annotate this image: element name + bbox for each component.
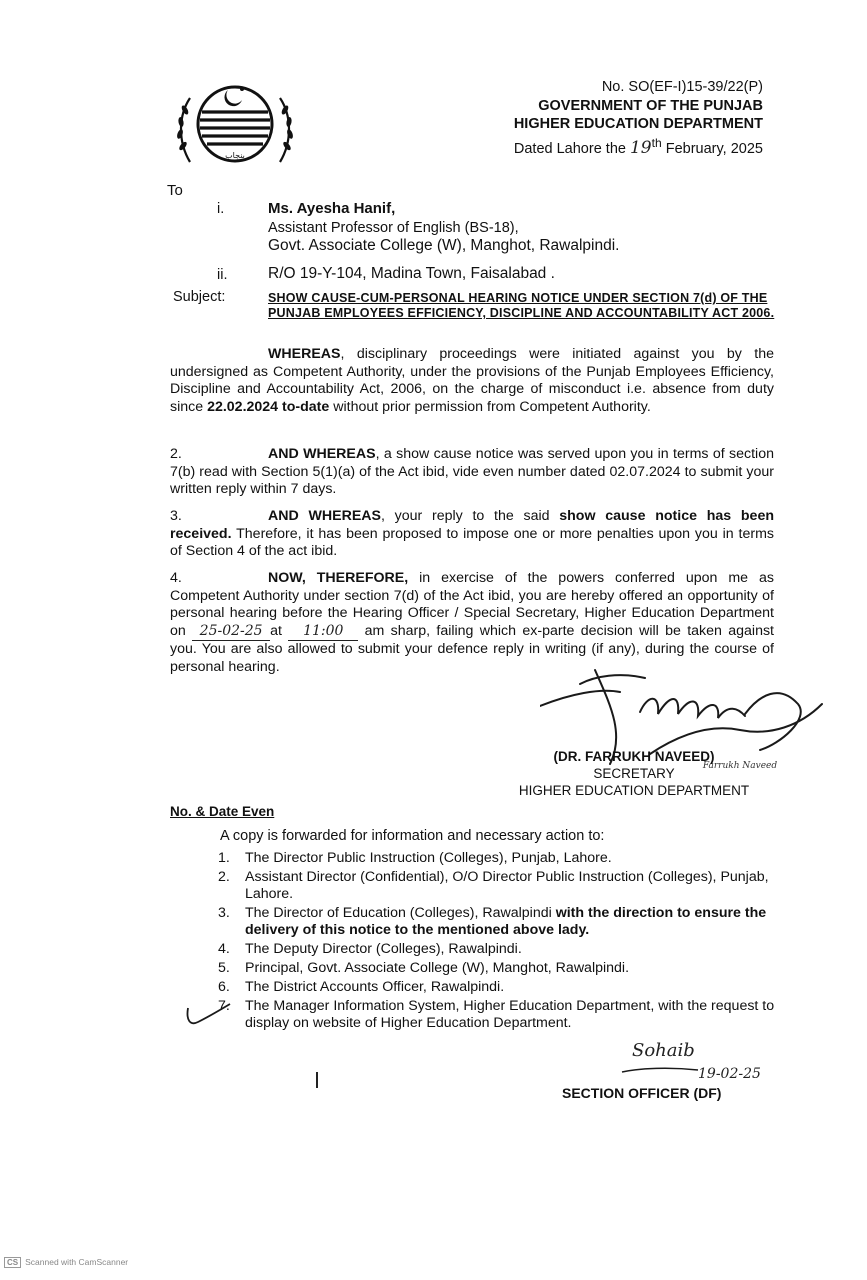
- section-officer-signature: Sohaib: [632, 1040, 695, 1061]
- copy-recipient-list: [218, 850, 778, 1034]
- signatory-title: SECRETARY: [593, 766, 675, 781]
- tick-mark: [184, 1000, 234, 1030]
- paragraph-2: 2. AND WHEREAS, a show cause notice was served upon you in terms of section 7(b) read with Section 5(1)(a) of the Act ibid, vide even number dated 02.07.2024 to submit your written reply within 7 days.: [170, 446, 774, 497]
- no-date-even: No. & Date Even: [170, 804, 275, 819]
- letter-header: [514, 78, 763, 158]
- signature-underline: [620, 1064, 700, 1076]
- government-name: GOVERNMENT OF THE PUNJAB: [538, 97, 763, 114]
- letter-date: Dated Lahore the 19th February, 2025: [513, 135, 763, 158]
- secretary-signature-text: Farrukh Naveed: [702, 761, 778, 771]
- list-item: 2. Assistant Director (Confidential), O/O Director Public Instruction (Colleges), Punjab, Lahore.: [218, 869, 769, 902]
- list-item: 1. The Director Public Instruction (Colleges), Punjab, Lahore.: [218, 850, 612, 866]
- addressee-college: Govt. Associate College (W), Manghot, Rawalpindi.: [268, 237, 620, 254]
- addressee-designation: Assistant Professor of English (BS-18),: [268, 220, 519, 236]
- signatory-block: [505, 748, 763, 799]
- paragraph-4: 4. NOW, THEREFORE, in exercise of the powers conferred upon me as Competent Authority under section 7(d) of the Act ibid, you are hereby offered an opportunity of personal hearing before the Hearing Officer / Special Secretary, Higher Education Department on 25-02-25 at 11:00 am sharp, failing which ex-parte decision will be taken against you. You are also allowed to submit your defence reply in writing (if any), during the course of personal hearing.: [170, 570, 774, 675]
- hearing-time: 11:00: [288, 623, 358, 642]
- list-item: 7. The Manager Information System, Higher Education Department, with the request to display on website of Higher Education Department.: [218, 998, 775, 1031]
- hearing-date: 25-02-25: [192, 623, 270, 642]
- signatory-department: HIGHER EDUCATION DEPARTMENT: [518, 783, 750, 798]
- camscanner-logo: CS: [4, 1257, 21, 1268]
- addressee-residence: R/O 19-Y-104, Madina Town, Faisalabad .: [268, 265, 555, 282]
- list-item: 3. The Director of Education (Colleges), Rawalpindi with the direction to ensure the delivery of this notice to the mentioned above lady.: [218, 905, 767, 938]
- copy-forwarded-intro: A copy is forwarded for information and necessary action to:: [220, 828, 605, 844]
- addressee-ii-label: ii.: [217, 267, 228, 283]
- department-name: HIGHER EDUCATION DEPARTMENT: [513, 116, 763, 132]
- reference-number: No. SO(EF-I)15-39/22(P): [601, 79, 763, 95]
- emblem-text: پنجاب: [225, 151, 245, 160]
- list-item: 6. The District Accounts Officer, Rawalpindi.: [218, 979, 505, 995]
- list-item: 5. Principal, Govt. Associate College (W), Manghot, Rawalpindi.: [218, 960, 630, 976]
- punjab-government-emblem: [170, 76, 300, 176]
- paragraph-1: WHEREAS, disciplinary proceedings were initiated against you by the undersigned as Competent Authority, under the provisions of the Punjab Employees Efficiency, Discipline and Accountability Act, 2006, on the charge of misconduct i.e. absence from duty since 22.02.2024 to-date without prior permission from Competent Authority.: [170, 346, 774, 415]
- paragraph-3: 3. AND WHEREAS, your reply to the said show cause notice has been received. Therefore, it has been proposed to impose one or more penalties upon you in terms of Section 4 of the act ibid.: [170, 508, 774, 559]
- subject-label: Subject:: [173, 289, 226, 305]
- signatory-name: (DR. FARRUKH NAVEED): [553, 749, 715, 764]
- addressee-i-label: i.: [217, 201, 225, 217]
- stray-mark: [316, 1072, 318, 1088]
- to-label: To: [167, 182, 183, 199]
- scanner-watermark: CS Scanned with CamScanner: [4, 1257, 128, 1268]
- section-officer-title: SECTION OFFICER (DF): [562, 1085, 722, 1101]
- subject-text: SHOW CAUSE-CUM-PERSONAL HEARING NOTICE UNDER SECTION 7(d) OF THE PUNJAB EMPLOYEES EFFICIENCY, DISCIPLINE AND ACCOUNTABILITY ACT 2006.: [268, 291, 775, 320]
- handwritten-day: 19: [629, 137, 652, 158]
- list-item: 4. The Deputy Director (Colleges), Rawalpindi.: [218, 941, 522, 957]
- section-officer-date: 19-02-25: [698, 1066, 761, 1082]
- addressee-name: Ms. Ayesha Hanif,: [268, 200, 396, 217]
